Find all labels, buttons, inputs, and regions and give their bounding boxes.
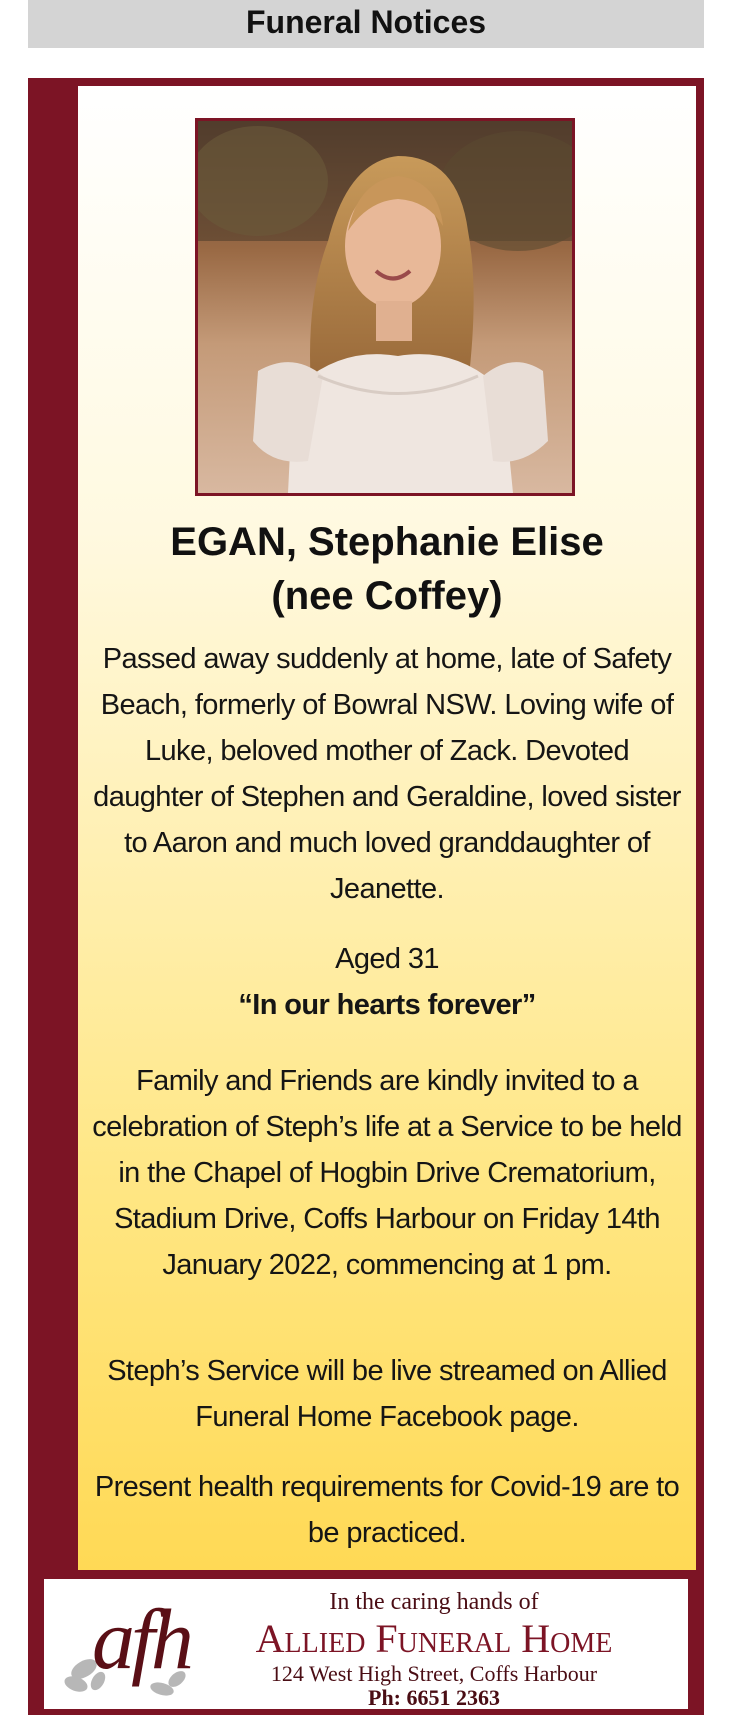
- section-title: Funeral Notices: [245, 4, 487, 40]
- biography-text: Passed away suddenly at home, late of Safety Beach, formerly of Bowral NSW. Loving wife of Luke, beloved mother of Zack. Devoted daughter of Stephen and Geraldine, loved sister to Aaron and much loved granddaughter of Jeanette.: [93, 643, 681, 905]
- deceased-name: EGAN, Stephanie Elise: [170, 520, 604, 564]
- portrait-photo: [195, 118, 575, 496]
- funeral-home-name: Allied Funeral Home: [255, 1616, 613, 1661]
- afh-logo: [62, 1589, 192, 1701]
- maiden-name: (nee Coffey): [271, 574, 503, 618]
- footer-tagline: In the caring hands of: [329, 1589, 539, 1615]
- funeral-home-phone: Ph: 6651 2363: [368, 1685, 500, 1710]
- funeral-home-footer: [44, 1579, 688, 1709]
- afh-logo-text: afh: [92, 1591, 190, 1687]
- funeral-home-address: 124 West High Street, Coffs Harbour: [270, 1661, 598, 1686]
- funeral-notice: [28, 78, 704, 1715]
- memorial-quote: “In our hearts forever”: [238, 989, 536, 1021]
- age-text: Aged 31: [335, 943, 439, 975]
- notice-content-panel: [78, 86, 696, 1570]
- section-header: [28, 0, 704, 48]
- livestream-notice: Steph’s Service will be live streamed on Allied Funeral Home Facebook page.: [107, 1355, 667, 1433]
- covid-notice: Present health requirements for Covid-19 are to be practiced.: [94, 1471, 680, 1549]
- service-details: Family and Friends are kindly invited to a celebration of Steph’s life at a Service to be held in the Chapel of Hogbin Drive Crematorium, Stadium Drive, Coffs Harbour on Friday 14th January 2022, commencing at 1 pm.: [92, 1065, 682, 1281]
